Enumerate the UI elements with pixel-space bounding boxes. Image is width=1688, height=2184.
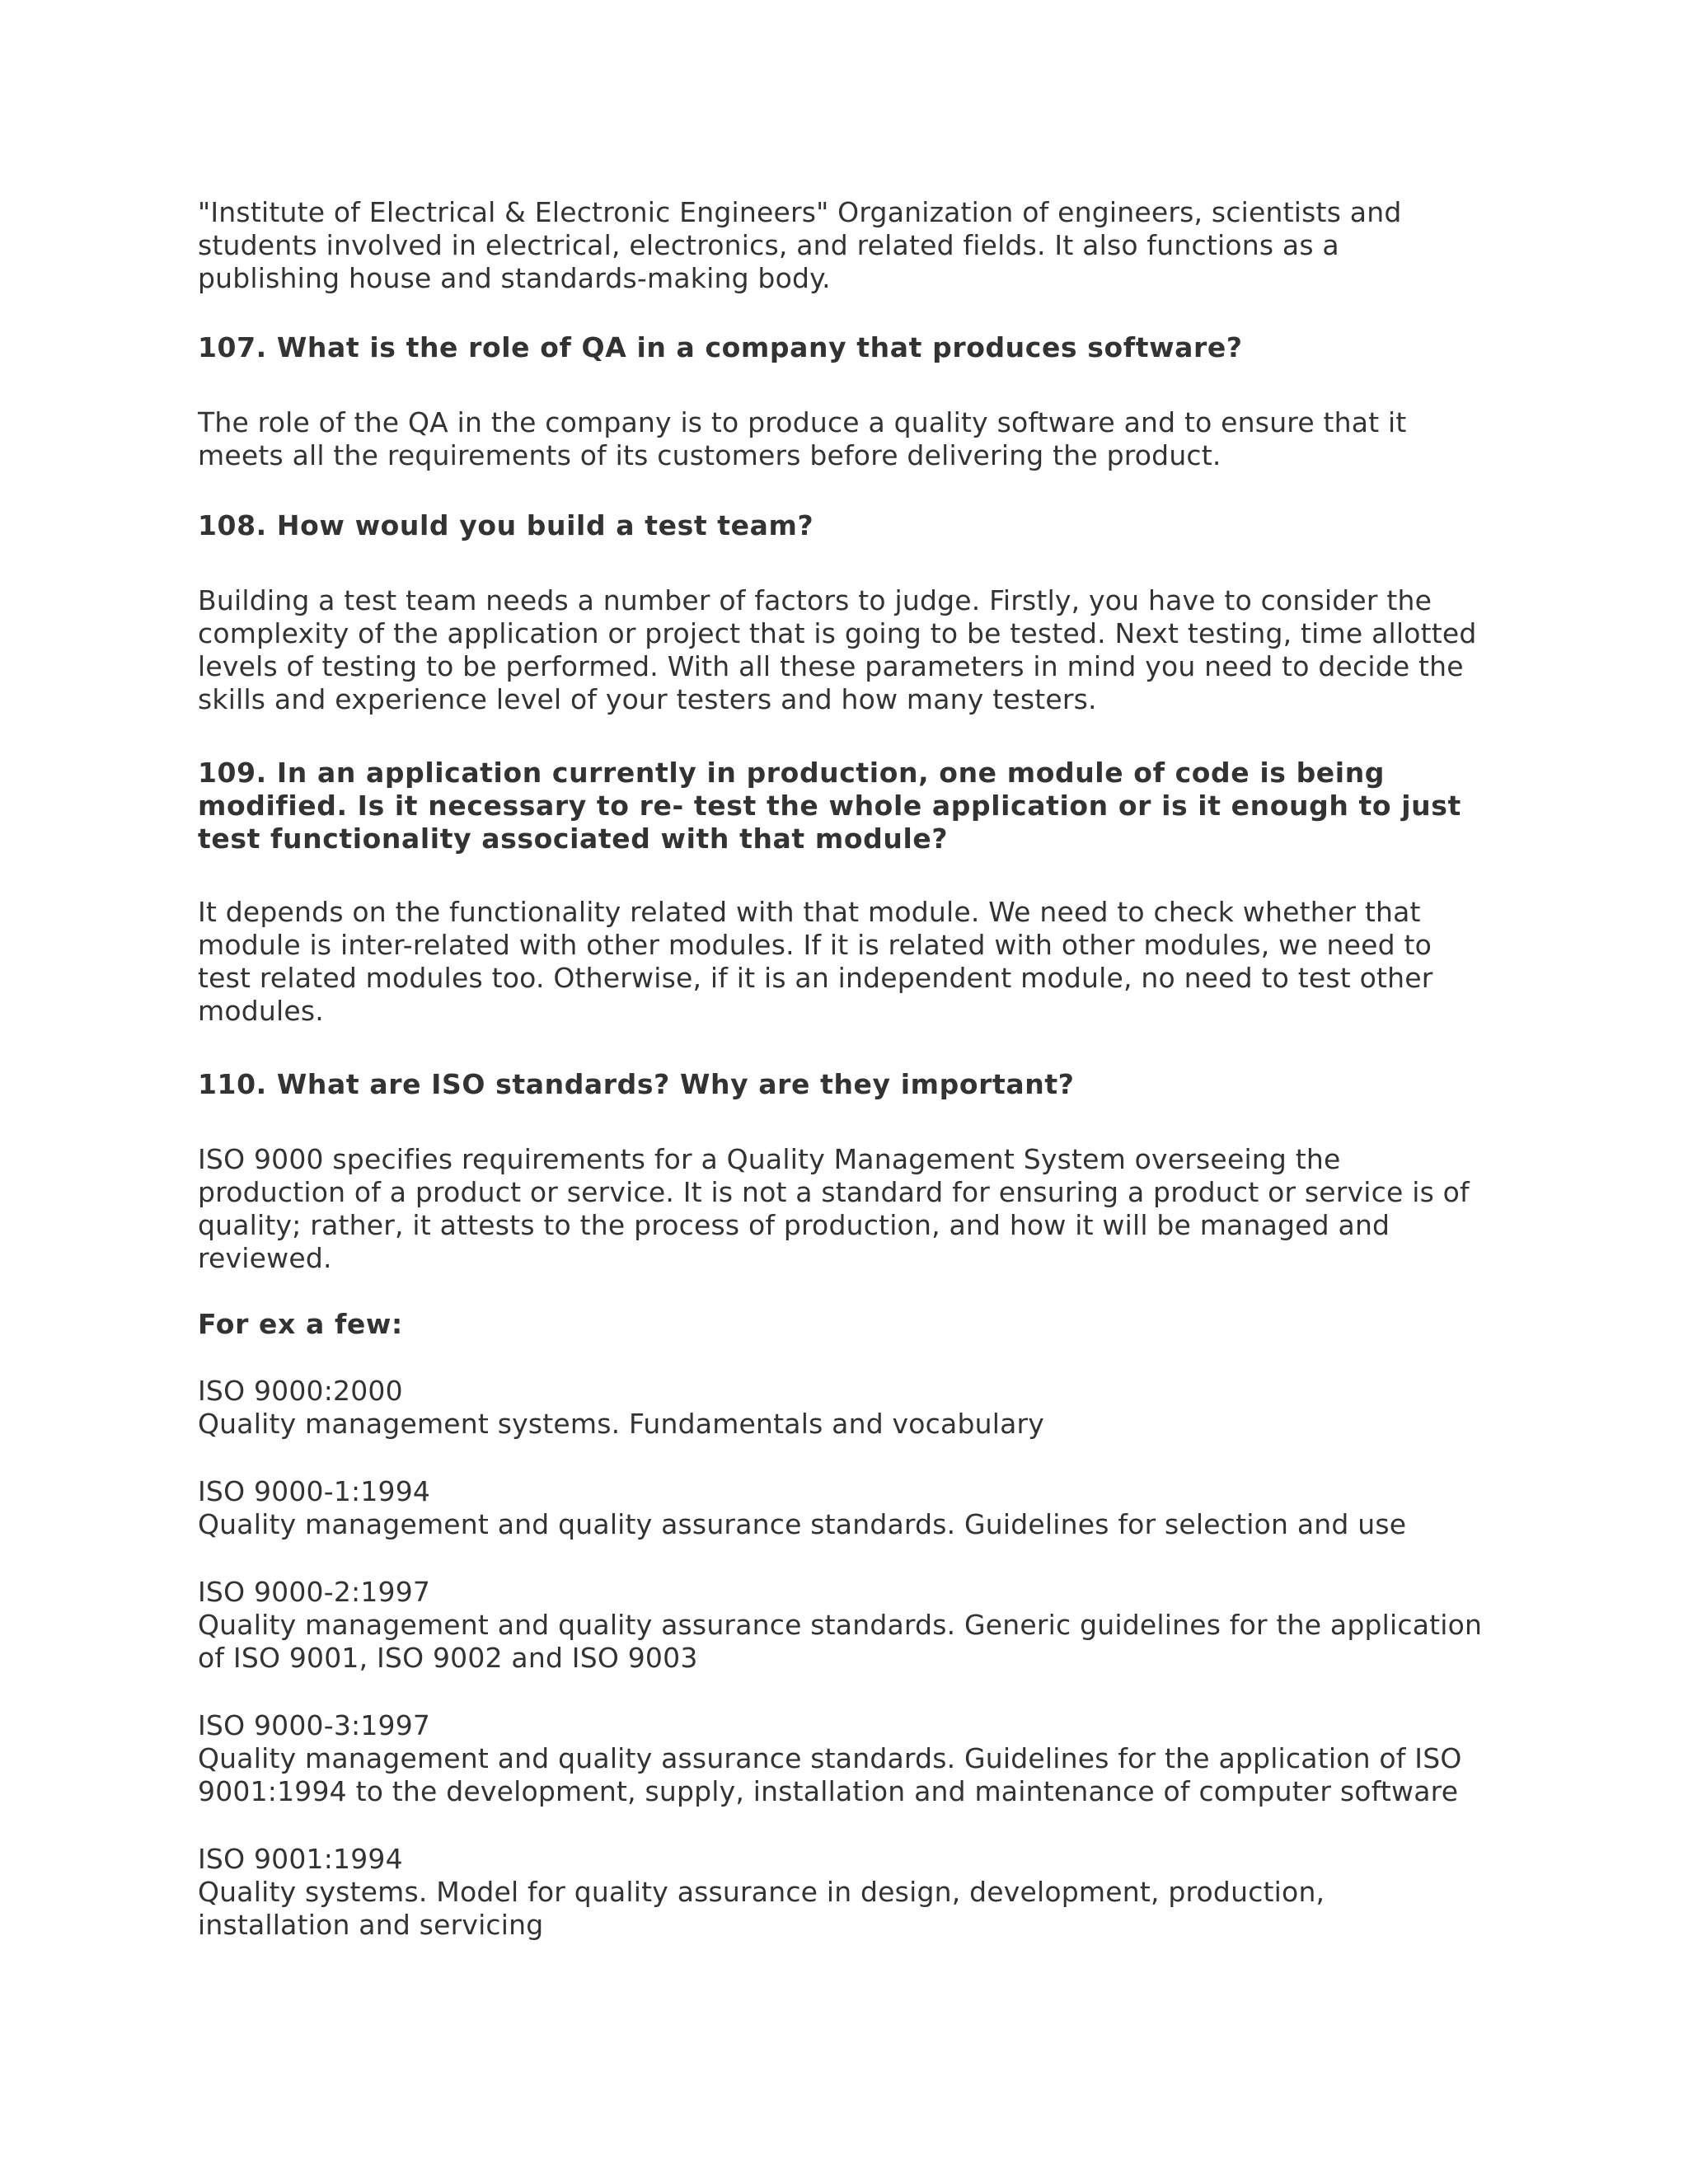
iso-entry xyxy=(198,1709,1517,1808)
iso-description: of ISO 9001, ISO 9002 and ISO 9003 xyxy=(198,1642,698,1674)
iso-code: ISO 9000-2:1997 xyxy=(198,1576,431,1608)
examples-heading xyxy=(198,1308,1517,1341)
text-line: "Institute of Electrical & Electronic Engineers" Organization of engineers, scientists and xyxy=(198,196,1402,228)
iso-code: ISO 9000:2000 xyxy=(198,1375,403,1407)
heading-line: For ex a few: xyxy=(198,1308,403,1340)
text-line: ISO 9000 specifies requirements for a Quality Management System overseeing the xyxy=(198,1143,1341,1175)
answer-108 xyxy=(198,584,1517,716)
question-line: test functionality associated with that module? xyxy=(198,823,949,855)
text-line: module is inter-related with other modules. If it is related with other modules, we need to xyxy=(198,929,1432,961)
iso-description: Quality management and quality assurance standards. Guidelines for the application of ISO xyxy=(198,1742,1462,1774)
answer-107 xyxy=(198,406,1517,472)
text-line: meets all the requirements of its customers before delivering the product. xyxy=(198,439,1221,471)
iso-entry xyxy=(198,1475,1517,1541)
iso-description: Quality management and quality assurance standards. Generic guidelines for the application xyxy=(198,1609,1483,1641)
text-line: The role of the QA in the company is to produce a quality software and to ensure that it xyxy=(198,406,1407,438)
text-line: levels of testing to be performed. With all these parameters in mind you need to decide the xyxy=(198,650,1464,682)
question-110 xyxy=(198,1068,1517,1101)
text-line: production of a product or service. It is not a standard for ensuring a product or service is of xyxy=(198,1176,1470,1208)
iso-description: Quality management systems. Fundamentals and vocabulary xyxy=(198,1408,1044,1440)
iso-description: Quality systems. Model for quality assurance in design, development, production, xyxy=(198,1876,1325,1908)
iso-code: ISO 9000-3:1997 xyxy=(198,1709,431,1741)
text-line: skills and experience level of your testers and how many testers. xyxy=(198,683,1097,715)
text-line: reviewed. xyxy=(198,1242,332,1274)
text-line: test related modules too. Otherwise, if it is an independent module, no need to test other xyxy=(198,962,1433,994)
answer-110 xyxy=(198,1143,1517,1275)
question-108 xyxy=(198,509,1517,542)
question-107 xyxy=(198,331,1517,364)
iso-description: 9001:1994 to the development, supply, installation and maintenance of computer software xyxy=(198,1775,1459,1807)
intro-paragraph xyxy=(198,196,1517,295)
text-line: students involved in electrical, electronics, and related fields. It also functions as a xyxy=(198,229,1339,261)
iso-entry xyxy=(198,1375,1517,1441)
question-line: 109. In an application currently in production, one module of code is being xyxy=(198,757,1386,789)
text-line: modules. xyxy=(198,995,324,1027)
answer-109 xyxy=(198,896,1517,1028)
iso-code: ISO 9001:1994 xyxy=(198,1843,403,1875)
iso-entry xyxy=(198,1843,1517,1942)
question-109 xyxy=(198,757,1517,855)
text-line: It depends on the functionality related with that module. We need to check whether that xyxy=(198,896,1421,928)
question-line: modified. Is it necessary to re- test the whole application or is it enough to just xyxy=(198,790,1461,822)
iso-code: ISO 9000-1:1994 xyxy=(198,1475,431,1507)
iso-description: Quality management and quality assurance standards. Guidelines for selection and use xyxy=(198,1508,1407,1540)
text-line: quality; rather, it attests to the process of production, and how it will be managed and xyxy=(198,1209,1390,1241)
question-line: 108. How would you build a test team? xyxy=(198,509,814,541)
text-line: complexity of the application or project that is going to be tested. Next testing, time allotted xyxy=(198,617,1477,649)
iso-description: installation and servicing xyxy=(198,1909,544,1941)
text-line: Building a test team needs a number of factors to judge. Firstly, you have to consider the xyxy=(198,584,1432,616)
iso-entry xyxy=(198,1576,1517,1675)
question-line: 107. What is the role of QA in a company that produces software? xyxy=(198,331,1243,363)
question-line: 110. What are ISO standards? Why are they important? xyxy=(198,1068,1075,1100)
text-line: publishing house and standards-making body. xyxy=(198,262,831,294)
